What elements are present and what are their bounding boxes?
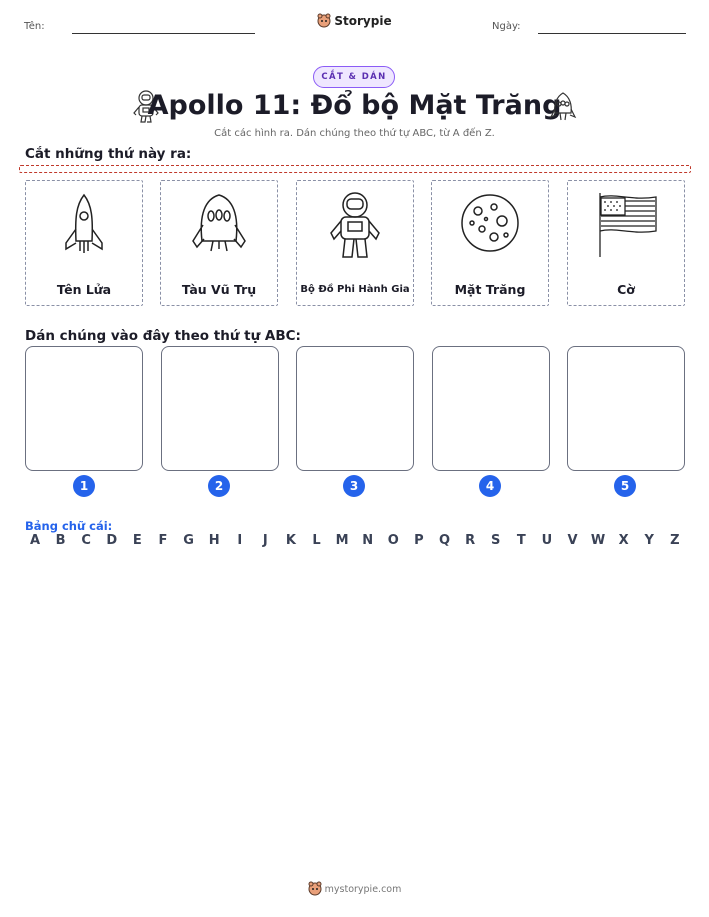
alphabet-letter: D xyxy=(106,533,118,548)
footer-url[interactable]: mystorypie.com xyxy=(324,884,402,895)
cut-line xyxy=(19,165,691,173)
alphabet-letter: S xyxy=(491,533,501,548)
cut-card-astronaut-suit[interactable] xyxy=(296,180,414,306)
alphabet-letter: F xyxy=(158,533,168,548)
alphabet-letter: H xyxy=(208,533,220,548)
alphabet-letter: P xyxy=(414,533,424,548)
alphabet-letter: R xyxy=(465,533,476,548)
cut-card-spaceship[interactable] xyxy=(160,180,278,306)
alphabet-letter: M xyxy=(335,533,349,548)
alphabet-letter: L xyxy=(312,533,321,548)
alphabet-title: Bảng chữ cái: xyxy=(25,519,113,533)
activity-badge: CẮT & DÁN xyxy=(313,66,395,88)
card-label: Bộ Đồ Phi Hành Gia xyxy=(300,284,410,295)
card-label: Cờ xyxy=(617,282,635,297)
paste-slot-2[interactable] xyxy=(161,346,279,471)
alphabet-letter: E xyxy=(132,533,142,548)
cut-heading: Cắt những thứ này ra: xyxy=(25,146,192,162)
date-label: Ngày: xyxy=(492,21,521,32)
card-label: Mặt Trăng xyxy=(454,282,526,297)
paste-slot-1[interactable] xyxy=(25,346,143,471)
alphabet-letter: O xyxy=(387,533,399,548)
paste-slot-5[interactable] xyxy=(567,346,685,471)
alphabet-letter: V xyxy=(567,533,578,548)
card-label: Tên Lửa xyxy=(56,282,112,297)
alphabet-letter: J xyxy=(262,533,268,548)
alphabet-letter: I xyxy=(237,533,243,548)
alphabet-letter: Q xyxy=(438,533,451,548)
paste-heading: Dán chúng vào đây theo thứ tự ABC: xyxy=(25,328,301,344)
storypie-logo-icon xyxy=(308,881,322,899)
alphabet-row xyxy=(25,533,685,548)
slot-number: 5 xyxy=(614,475,636,497)
paste-slot-3[interactable] xyxy=(296,346,414,471)
brand-name: Storypie xyxy=(334,14,392,28)
alphabet-letter: B xyxy=(55,533,66,548)
spaceship-title-icon xyxy=(549,91,577,127)
alphabet-letter: C xyxy=(81,533,91,548)
page-title: Apollo 11: Đổ bộ Mặt Trăng xyxy=(147,90,562,121)
cut-card-moon[interactable] xyxy=(431,180,549,306)
alphabet-letter: Z xyxy=(670,533,680,548)
page-subtitle: Cắt các hình ra. Dán chúng theo thứ tự ABC, từ A đến Z. xyxy=(214,128,495,139)
name-line[interactable] xyxy=(72,33,255,34)
cut-card-flag[interactable] xyxy=(567,180,685,306)
date-line[interactable] xyxy=(538,33,686,34)
alphabet-letter: X xyxy=(618,533,629,548)
slot-number: 1 xyxy=(73,475,95,497)
cut-card-rocket[interactable] xyxy=(25,180,143,306)
slot-number: 4 xyxy=(479,475,501,497)
alphabet-letter: A xyxy=(29,533,41,548)
name-label: Tên: xyxy=(24,21,45,32)
alphabet-letter: Y xyxy=(644,533,654,548)
brand xyxy=(0,13,709,31)
slot-number: 3 xyxy=(343,475,365,497)
paste-slot-4[interactable] xyxy=(432,346,550,471)
alphabet-letter: W xyxy=(590,533,606,548)
alphabet-letter: U xyxy=(541,533,553,548)
card-label: Tàu Vũ Trụ xyxy=(181,282,257,297)
alphabet-letter: T xyxy=(516,533,526,548)
storypie-logo-icon xyxy=(317,13,331,31)
slot-number: 2 xyxy=(208,475,230,497)
alphabet-letter: G xyxy=(183,533,194,548)
alphabet-letter: K xyxy=(285,533,296,548)
alphabet-letter: N xyxy=(362,533,374,548)
footer xyxy=(0,881,709,899)
